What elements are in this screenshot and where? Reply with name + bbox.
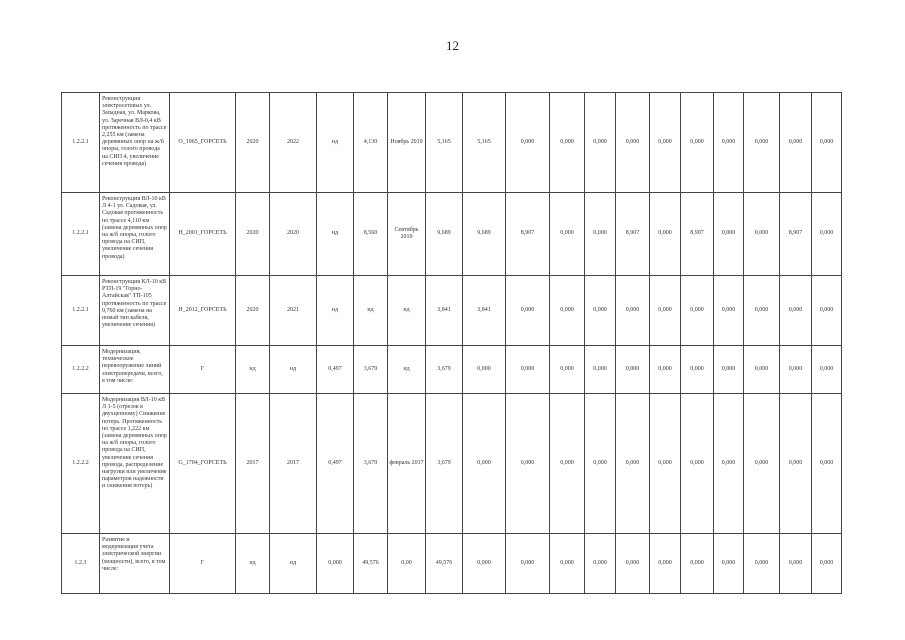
value-cell: 3,841	[463, 276, 506, 346]
description-cell: Реконструкция ВЛ-10 кВ Л 4-1 ул. Садовая, ул. Садовая протяженность по трассе 4,110 км (замена деревянных опор на ж/б опоры, голого провода на СИП, увеличение сечения провода)	[100, 193, 170, 276]
value-cell: 0,000	[714, 534, 744, 594]
description-cell: Модернизация, техническое перевооружение линий электропередачи, всего, в том числе:	[100, 346, 170, 394]
value-cell: 8,907	[681, 193, 714, 276]
value-cell: 9,689	[426, 193, 463, 276]
value-cell: 4,130	[354, 93, 388, 193]
value-cell: нд	[270, 534, 317, 594]
value-cell: 3,679	[426, 346, 463, 394]
value-cell: 0,00	[388, 534, 426, 594]
row-number-cell: 1.2.2.1	[62, 276, 100, 346]
value-cell: 5,165	[463, 93, 506, 193]
value-cell: нд	[388, 346, 426, 394]
description-cell: Модернизация ВЛ-10 кВ Л 1-5 (отрезок к двухцепному) Снижение потерь. Протяженность по трассе 1,222 км (замена деревянных опор на ж/б опоры, голого провода на СИП, увеличение сечения провода, распределение нагрузки или увеличение параметров надежности и снижения потерь)	[100, 394, 170, 534]
value-cell: 0,000	[585, 276, 616, 346]
value-cell: 0,000	[650, 534, 681, 594]
value-cell: 0,000	[506, 394, 550, 534]
page-number: 12	[446, 38, 459, 53]
value-cell: 0,497	[317, 394, 354, 534]
value-cell: 0,000	[506, 534, 550, 594]
value-cell: 0,000	[780, 346, 812, 394]
value-cell: 0,000	[616, 394, 650, 534]
value-cell: 2020	[236, 276, 270, 346]
value-cell: 3,841	[426, 276, 463, 346]
description-cell: Реконструкция КЛ-10 кВ РТП-19 "Горно-Алтайская" ТП-105 протяженность по трассе 0,760 км (замена на новый тип кабеля, увеличение сечения)	[100, 276, 170, 346]
value-cell: нд	[317, 193, 354, 276]
value-cell: 2017	[236, 394, 270, 534]
value-cell: 8,907	[616, 193, 650, 276]
value-cell: 3,679	[354, 394, 388, 534]
value-cell: 0,000	[616, 534, 650, 594]
value-cell: 0,000	[744, 394, 780, 534]
value-cell: 0,000	[585, 394, 616, 534]
value-cell: 0,000	[744, 534, 780, 594]
value-cell: 0,000	[616, 276, 650, 346]
value-cell: 0,000	[506, 93, 550, 193]
table-row	[62, 534, 842, 594]
value-cell: 0,000	[812, 193, 842, 276]
value-cell: февраль 2017	[388, 394, 426, 534]
value-cell: 0,000	[780, 394, 812, 534]
value-cell: 0,000	[714, 276, 744, 346]
data-table	[61, 92, 842, 594]
project-id-cell: G_1704_ГОРСЕТЬ	[170, 394, 236, 534]
value-cell: 2020	[236, 193, 270, 276]
table-row	[62, 193, 842, 276]
value-cell: 8,907	[780, 193, 812, 276]
table-row	[62, 93, 842, 193]
row-number-cell: 1.2.2.1	[62, 193, 100, 276]
value-cell: 0,000	[550, 534, 585, 594]
value-cell: 0,000	[550, 276, 585, 346]
value-cell: нд	[317, 276, 354, 346]
value-cell: 0,000	[550, 346, 585, 394]
value-cell: 2017	[270, 394, 317, 534]
value-cell: 0,000	[650, 276, 681, 346]
value-cell: 0,000	[506, 346, 550, 394]
value-cell: 0,000	[714, 394, 744, 534]
table-row	[62, 394, 842, 534]
value-cell: 0,000	[714, 346, 744, 394]
value-cell: 2021	[270, 276, 317, 346]
description-cell: Развитие и модернизация учета электрической энергии (мощности), всего, в том числе:	[100, 534, 170, 594]
value-cell: 0,000	[744, 93, 780, 193]
value-cell: нд	[236, 346, 270, 394]
value-cell: 0,000	[585, 193, 616, 276]
value-cell: 0,000	[585, 93, 616, 193]
value-cell: 0,000	[585, 534, 616, 594]
value-cell: 0,000	[812, 534, 842, 594]
table-row	[62, 346, 842, 394]
project-id-cell: Н_2012_ГОРСЕТЬ	[170, 276, 236, 346]
value-cell: Сентябрь 2019	[388, 193, 426, 276]
value-cell: 0,000	[714, 93, 744, 193]
value-cell: 0,000	[780, 93, 812, 193]
value-cell: 0,000	[681, 276, 714, 346]
value-cell: 0,000	[714, 193, 744, 276]
value-cell: 0,000	[812, 93, 842, 193]
value-cell: 2022	[270, 93, 317, 193]
description-cell: Реконструкция электросетевых ул. Западная, ул. Маркова, ул. Заречная ВЛ-0,4 кВ протяженность по трассе 2,255 км (замена деревянных опор на ж/б опоры, голого провода на СИП 4, увеличение сечения провода)	[100, 93, 170, 193]
value-cell: нд	[236, 534, 270, 594]
value-cell: 0,000	[650, 93, 681, 193]
row-number-cell: 1.2.2.2	[62, 346, 100, 394]
project-id-cell: Г	[170, 534, 236, 594]
value-cell: нд	[354, 276, 388, 346]
value-cell: 0,000	[463, 394, 506, 534]
value-cell: 0,000	[744, 193, 780, 276]
project-id-cell: О_1965_ГОРСЕТЬ	[170, 93, 236, 193]
value-cell: 0,000	[681, 346, 714, 394]
value-cell: 2020	[236, 93, 270, 193]
value-cell: Ноябрь 2019	[388, 93, 426, 193]
value-cell: 0,000	[681, 534, 714, 594]
value-cell: 0,000	[744, 276, 780, 346]
value-cell: 2020	[270, 193, 317, 276]
value-cell: 0,000	[550, 193, 585, 276]
value-cell: 9,689	[463, 193, 506, 276]
value-cell: 0,000	[463, 346, 506, 394]
row-number-cell: 1.2.2.1	[62, 93, 100, 193]
value-cell: 0,000	[744, 346, 780, 394]
value-cell: 0,000	[506, 276, 550, 346]
value-cell: нд	[388, 276, 426, 346]
value-cell: 8,907	[506, 193, 550, 276]
value-cell: 3,679	[426, 394, 463, 534]
value-cell: нд	[270, 346, 317, 394]
row-number-cell: 1.2.3	[62, 534, 100, 594]
project-id-cell: Г	[170, 346, 236, 394]
value-cell: 0,000	[317, 534, 354, 594]
value-cell: 5,165	[426, 93, 463, 193]
value-cell: 0,000	[585, 346, 616, 394]
value-cell: 0,000	[681, 93, 714, 193]
value-cell: 0,000	[681, 394, 714, 534]
value-cell: 49,576	[354, 534, 388, 594]
value-cell: 0,000	[616, 93, 650, 193]
value-cell: 0,000	[650, 193, 681, 276]
value-cell: нд	[317, 93, 354, 193]
value-cell: 0,000	[550, 394, 585, 534]
value-cell: 0,000	[812, 394, 842, 534]
value-cell: 0,000	[812, 276, 842, 346]
value-cell: 0,000	[780, 276, 812, 346]
value-cell: 49,576	[426, 534, 463, 594]
value-cell: 8,560	[354, 193, 388, 276]
table-row	[62, 276, 842, 346]
value-cell: 0,000	[650, 394, 681, 534]
value-cell: 0,000	[780, 534, 812, 594]
project-id-cell: Н_2001_ГОРСЕТЬ	[170, 193, 236, 276]
value-cell: 0,000	[650, 346, 681, 394]
value-cell: 3,679	[354, 346, 388, 394]
value-cell: 0,497	[317, 346, 354, 394]
value-cell: 0,000	[550, 93, 585, 193]
value-cell: 0,000	[812, 346, 842, 394]
value-cell: 0,000	[616, 346, 650, 394]
row-number-cell: 1.2.2.2	[62, 394, 100, 534]
value-cell: 0,000	[463, 534, 506, 594]
